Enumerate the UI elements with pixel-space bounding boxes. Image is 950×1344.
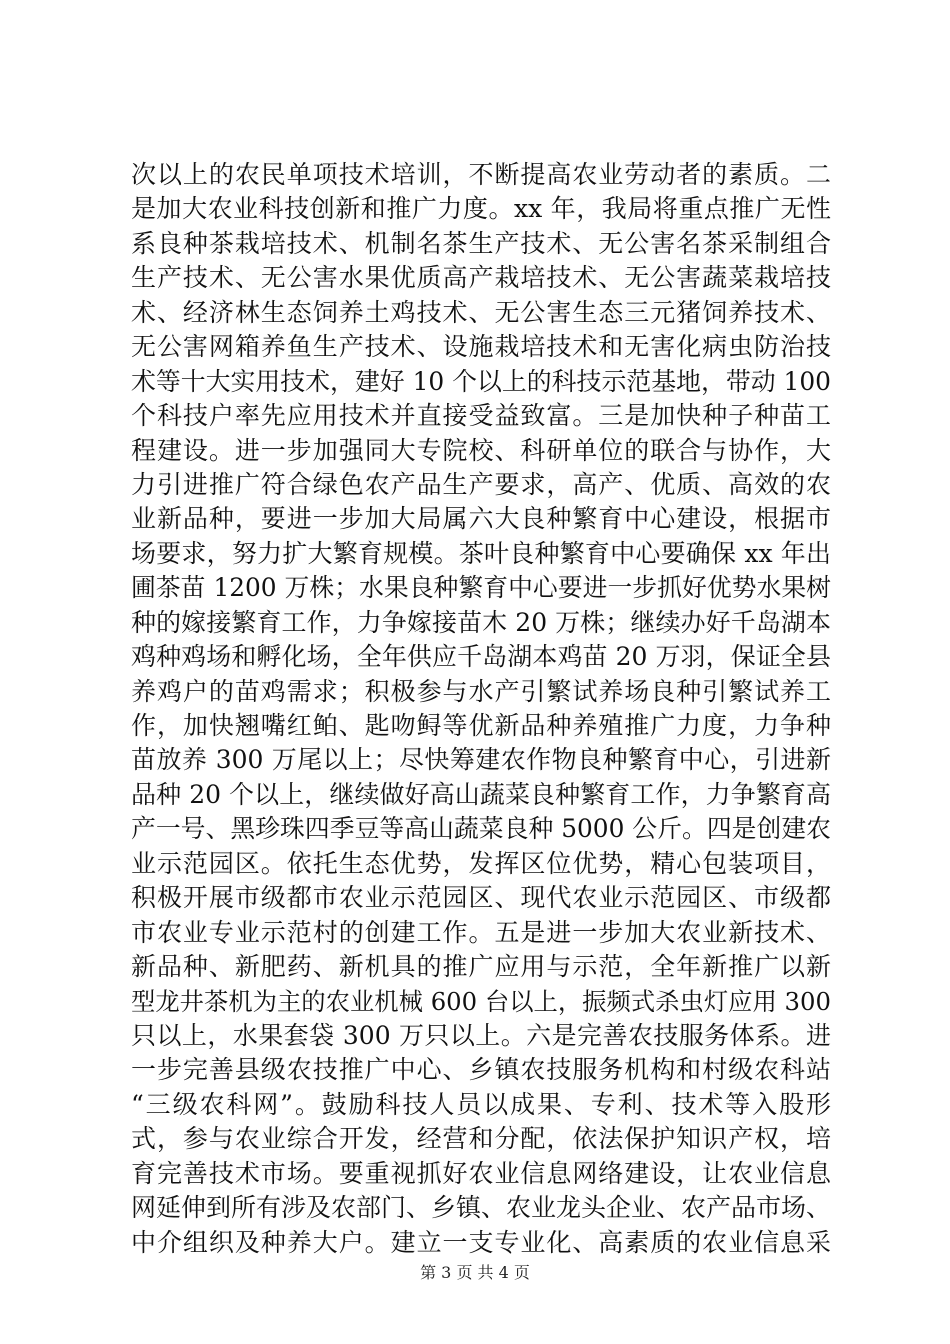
text-line: 育完善技术市场。要重视抓好农业信息网络建设，让农业信息 [131,1158,831,1188]
text-line: 力引进推广符合绿色农产品生产要求，高产、优质、高效的农 [131,469,831,499]
text-line: 苗放养 300 万尾以上；尽快筹建农作物良种繁育中心，引进新 [131,745,831,775]
text-line: 鸡种鸡场和孵化场，全年供应千岛湖本鸡苗 20 万羽，保证全县 [131,642,831,672]
text-line: 网延伸到所有涉及农部门、乡镇、农业龙头企业、农产品市场、 [131,1193,832,1223]
text-line: 系良种茶栽培技术、机制名茶生产技术、无公害名茶采制组合 [131,228,831,258]
text-line: 场要求，努力扩大繁育规模。茶叶良种繁育中心要确保 xx 年出 [131,538,831,568]
text-line: 品种 20 个以上，继续做好高山蔬菜良种繁育工作，力争繁育高 [131,779,831,809]
text-line: 个科技户率先应用技术并直接受益致富。三是加快种子种苗工 [131,401,831,431]
text-line: 业示范园区。依托生态优势，发挥区位优势，精心包装项目， [131,848,831,878]
text-line: 中介组织及种养大户。建立一支专业化、高素质的农业信息采 [131,1227,831,1257]
text-line: 生产技术、无公害水果优质高产栽培技术、无公害蔬菜栽培技 [131,263,831,293]
text-line: 积极开展市级都市农业示范园区、现代农业示范园区、市级都 [131,883,831,913]
text-line: 业新品种，要进一步加大局属六大良种繁育中心建设，根据市 [131,504,831,534]
page-footer: 第 3 页 共 4 页 [420,1263,530,1282]
text-line: 养鸡户的苗鸡需求；积极参与水产引繁试养场良种引繁试养工 [131,676,831,706]
text-line: 是加大农业科技创新和推广力度。xx 年，我局将重点推广无性 [131,194,831,224]
text-line: 型龙井茶机为主的农业机械 600 台以上，振频式杀虫灯应用 300 [131,986,831,1016]
body-text [131,158,831,1260]
text-line: 种的嫁接繁育工作，力争嫁接苗木 20 万株；继续办好千岛湖本 [131,607,831,637]
text-line: 一步完善县级农技推广中心、乡镇农技服务机构和村级农科站 [131,1055,831,1085]
text-line: 术、经济林生态饲养土鸡技术、无公害生态三元猪饲养技术、 [131,297,831,327]
text-line: 次以上的农民单项技术培训，不断提高农业劳动者的素质。二 [131,160,831,189]
text-line: 只以上，水果套袋 300 万只以上。六是完善农技服务体系。进 [131,1020,831,1050]
text-line: 程建设。进一步加强同大专院校、科研单位的联合与协作，大 [131,435,831,465]
text-line: 新品种、新肥药、新机具的推广应用与示范，全年新推广以新 [131,952,831,982]
text-line: 式，参与农业综合开发，经营和分配，依法保护知识产权，培 [131,1124,831,1154]
text-line: 术等十大实用技术，建好 10 个以上的科技示范基地，带动 100 [131,366,831,396]
text-line: 无公害网箱养鱼生产技术、设施栽培技术和无害化病虫防治技 [131,332,831,362]
text-line: 市农业专业示范村的创建工作。五是进一步加大农业新技术、 [131,917,831,947]
text-line: 产一号、黑珍珠四季豆等高山蔬菜良种 5000 公斤。四是创建农 [131,814,831,844]
text-line: 圃茶苗 1200 万株；水果良种繁育中心要进一步抓好优势水果树 [131,573,831,603]
text-line: “三级农科网”。鼓励科技人员以成果、专利、技术等入股形 [131,1089,831,1119]
text-line: 作，加快翘嘴红鲌、匙吻鲟等优新品种养殖推广力度，力争种 [131,711,831,740]
